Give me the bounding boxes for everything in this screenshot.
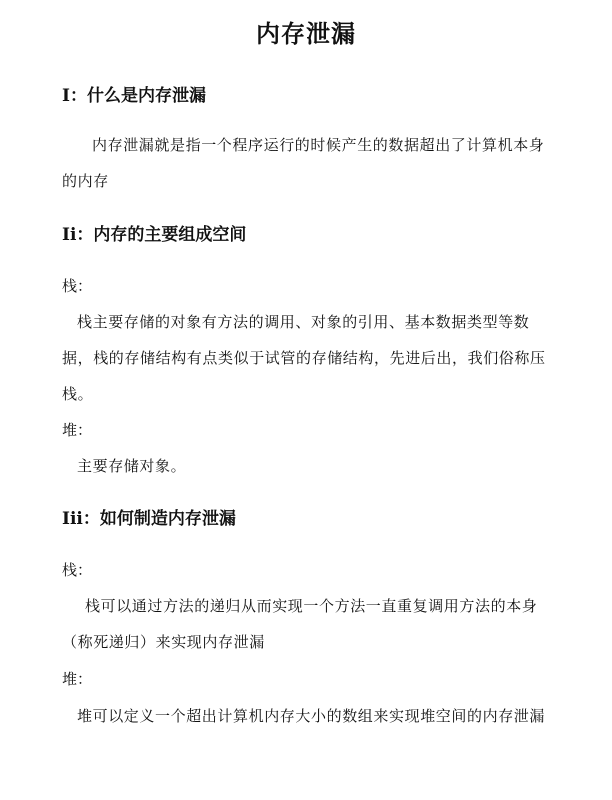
section-3-stack-label: 栈： [62,561,93,579]
section-2-stack-text: 栈主要存储的对象有方法的调用、对象的引用、基本数据类型等数据，栈的存储结构有点类似于试管的存储结构，先进后出，我们俗称压栈。 [62,313,546,403]
section-2-heading: Ii：内存的主要组成空间 [62,225,247,245]
section-1-paragraph: 内存泄漏就是指一个程序运行的时候产生的数据超出了计算机本身的内存 [62,136,545,190]
section-2-stack-label: 栈： [62,277,93,295]
page-title: 内存泄漏 [256,19,356,48]
section-2-heap-label: 堆： [62,421,93,439]
section-3-heading: Iii：如何制造内存泄漏 [62,509,236,529]
section-2-heap-text: 主要存储对象。 [77,457,187,475]
section-3-heap-text: 堆可以定义一个超出计算机内存大小的数组来实现堆空间的内存泄漏 [77,707,546,725]
section-1-heading: I：什么是内存泄漏 [62,86,206,106]
section-3-heap-label: 堆： [62,670,93,688]
section-3-stack-text: 栈可以通过方法的递归从而实现一个方法一直重复调用方法的本身（称死递归）来实现内存泄漏 [62,597,538,651]
